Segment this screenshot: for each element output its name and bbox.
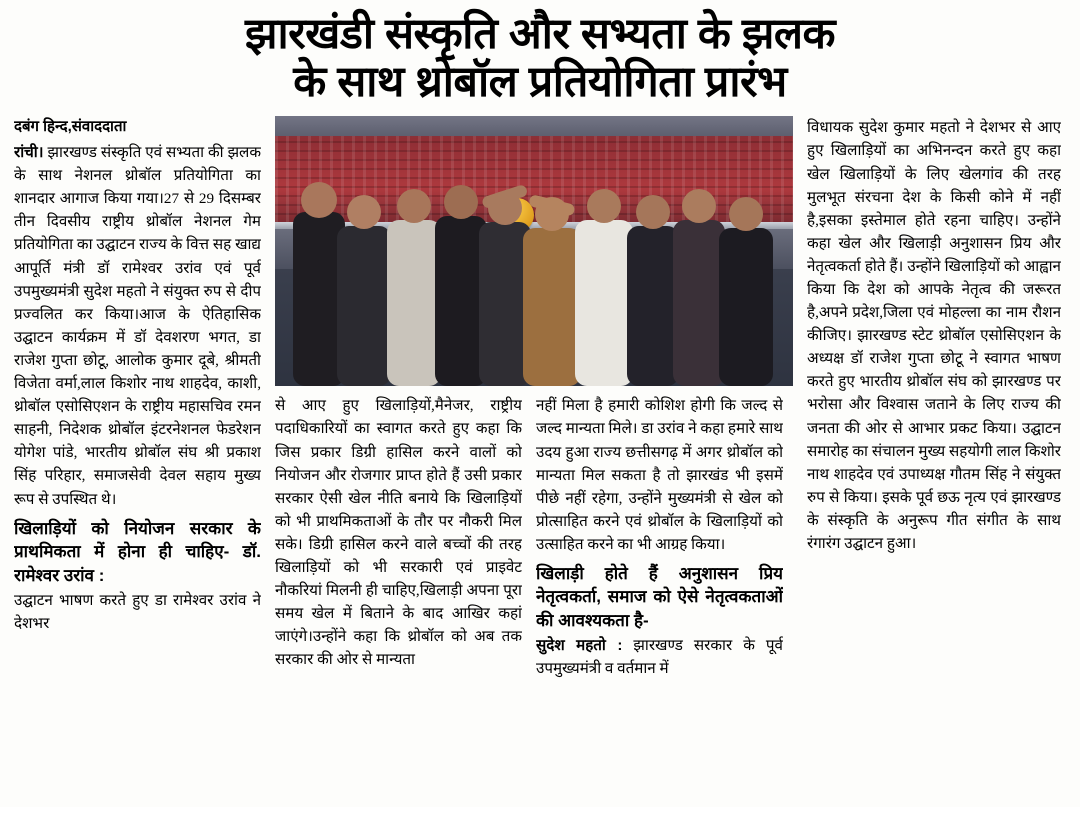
- column-mid-right: [536, 394, 783, 686]
- page-headline: [14, 6, 1066, 108]
- photo-figures: [275, 116, 793, 386]
- dateline: रांची।: [14, 144, 44, 162]
- left-subheading: खिलाड़ियों को नियोजन सरकार के प्राथमिकता में होना ही चाहिए- डॉ. रामेश्वर उरांव :: [14, 518, 261, 585]
- mid-paragraph-1: से आए हुए खिलाड़ियों,मैनेजर, राष्ट्रीय पदाधिकारियों का स्वागत करते हुए कहा कि जिस प्रकार डिग्री हासिल करने वालों को नियोजन और रोजगार प्राप्त होते हैं उसी प्रकार सरकार ऐसी खेल नीति बनाये कि खिलाड़ियों को भी प्राथमिकताओं के तौर पर नौकरी मिल सके। डिग्री हासिल करने वाले बच्चों की तरह खिलाड़ियों को भी सरकारी एवं प्राइवेट नौकरियां मिलनी ही चाहिए,खिलाड़ी अपना पूरा समय खेल में बिताने के बाद आखिर कहां जाएंगे।उन्होंने कहा कि थ्रोबॉल को अब तक सरकार की ओर से मान्यता: [275, 397, 522, 669]
- left-body-1: झारखण्ड संस्कृति एवं सभ्यता की झलक के साथ नेशनल थ्रोबॉल प्रतियोगिता का शानदार आगाज किया गया।27 से 29 दिसम्बर तीन दिवसीय राष्ट्रीय थ्रोबॉल नेशनल गेम प्रतियोगिता का उद्घाटन राज्य के वित्त सह खाद्य आपूर्ति मंत्री डॉ रामेश्वर उरांव एवं पूर्व उपमुख्यमंत्री सुदेश महतो ने संयुक्त रुप से दीप प्रज्वलित कर किया।आज के ऐतिहासिक उद्घाटन कार्यक्रम में डॉ देवशरण भगत, डा राजेश गुप्ता छोटू, आलोक कुमार दूबे, श्रीमती विजेता वर्मा,लाल किशोर नाथ शाहदेव, काशी, थ्रोबॉल एसोसिएशन के राष्ट्रीय महासचिव रमन साहनी, निदेशक थ्रोबॉल इंटरनेशनल फेडरेशन योगेश पांडे, भारतीय थ्रोबॉल संघ श्री प्रकाश सिंह परिहार, समाजसेवी देवल सहाय मुख्य रूप से उपस्थित थे।: [14, 144, 261, 508]
- photo-background: [275, 116, 793, 386]
- column-center: [275, 116, 793, 764]
- page-bottom-edge: [0, 807, 1080, 821]
- column-mid-left: [275, 394, 522, 686]
- column-right: [807, 116, 1061, 764]
- left-paragraph-2: उद्घाटन भाषण करते हुए डा रामेश्वर उरांव ने देशभर: [14, 591, 261, 633]
- column-left: [14, 116, 261, 764]
- headline-line-2: के साथ थ्रोबॉल प्रतियोगिता प्रारंभ: [293, 58, 787, 107]
- mid-right-paragraph-2: [536, 634, 783, 680]
- article-photo: [275, 116, 793, 386]
- right-paragraph-1: विधायक सुदेश कुमार महतो ने देशभर से आए हुए खिलाड़ियों का अभिनन्दन करते हुए कहा खेल खिलाड़ियों के लिए खेलगांव की तरह मुलभूत संरचना देश के किसी कोने में नहीं है,इसका इस्तेमाल होते रहना चाहिए। उन्होंने कहा खेल और खिलाड़ी अनुशासन प्रिय और नेतृत्वकर्ता होते हैं। उन्होंने खिलाड़ियों को आह्वान किया कि देश को आपके नेतृत्व की जरूरत है,अपने प्रदेश,जिला एवं मोहल्ला का नाम रौशन कीजिए। झारखण्ड स्टेट थ्रोबॉल एसोसिएशन के अध्यक्ष डॉ राजेश गुप्ता छोटू ने स्वागत भाषण करते हुए भारतीय थ्रोबॉल संघ को झारखण्ड पर भरोसा और विश्वास जताने के लिए राज्य की जनता की ओर से आभार प्रकट किया। उद्घाटन समारोह का संचालन मुख्य सहयोगी लाल किशोर नाथ शाहदेव एवं उपाध्यक्ष गौतम सिंह ने संयुक्त रुप से किया। इसके पूर्व छऊ नृत्य एवं झारखण्ड के संस्कृति के अनुरूप गीत संगीत के साथ रंगारंग उद्घाटन हुआ।: [807, 119, 1061, 552]
- mid-right-paragraph-1: नहीं मिला है हमारी कोशिश होगी कि जल्द से जल्द मान्यता मिले। डा उरांव ने कहा हमारे साथ उदय हुआ राज्य छत्तीसगढ़ में अगर थ्रोबॉल को मान्यता मिल सकता है तो झारखंड भी इसमें पीछे नहीं रहेगा, उन्होंने मुख्यमंत्री से खेल को प्रोत्साहित करने एवं थ्रोबॉल के खिलाड़ियों को उत्साहित करने का भी आग्रह किया।: [536, 397, 783, 553]
- speaker-name: सुदेश महतो :: [536, 637, 623, 655]
- article-columns: [14, 116, 1066, 764]
- byline: दबंग हिन्द,संवाददाता: [14, 118, 127, 136]
- mid-right-body-2: झारखण्ड सरकार के पूर्व उपमुख्यमंत्री व वर्तमान में: [536, 637, 783, 678]
- left-paragraph-1: [14, 141, 261, 511]
- mid-right-subheading: खिलाड़ी होते हैं अनुशासन प्रिय नेतृत्वकर्ता, समाज को ऐसे नेतृत्वकताओं की आवश्यकता है-: [536, 563, 783, 630]
- headline-line-1: झारखंडी संस्कृति और सभ्यता के झलक: [244, 10, 836, 58]
